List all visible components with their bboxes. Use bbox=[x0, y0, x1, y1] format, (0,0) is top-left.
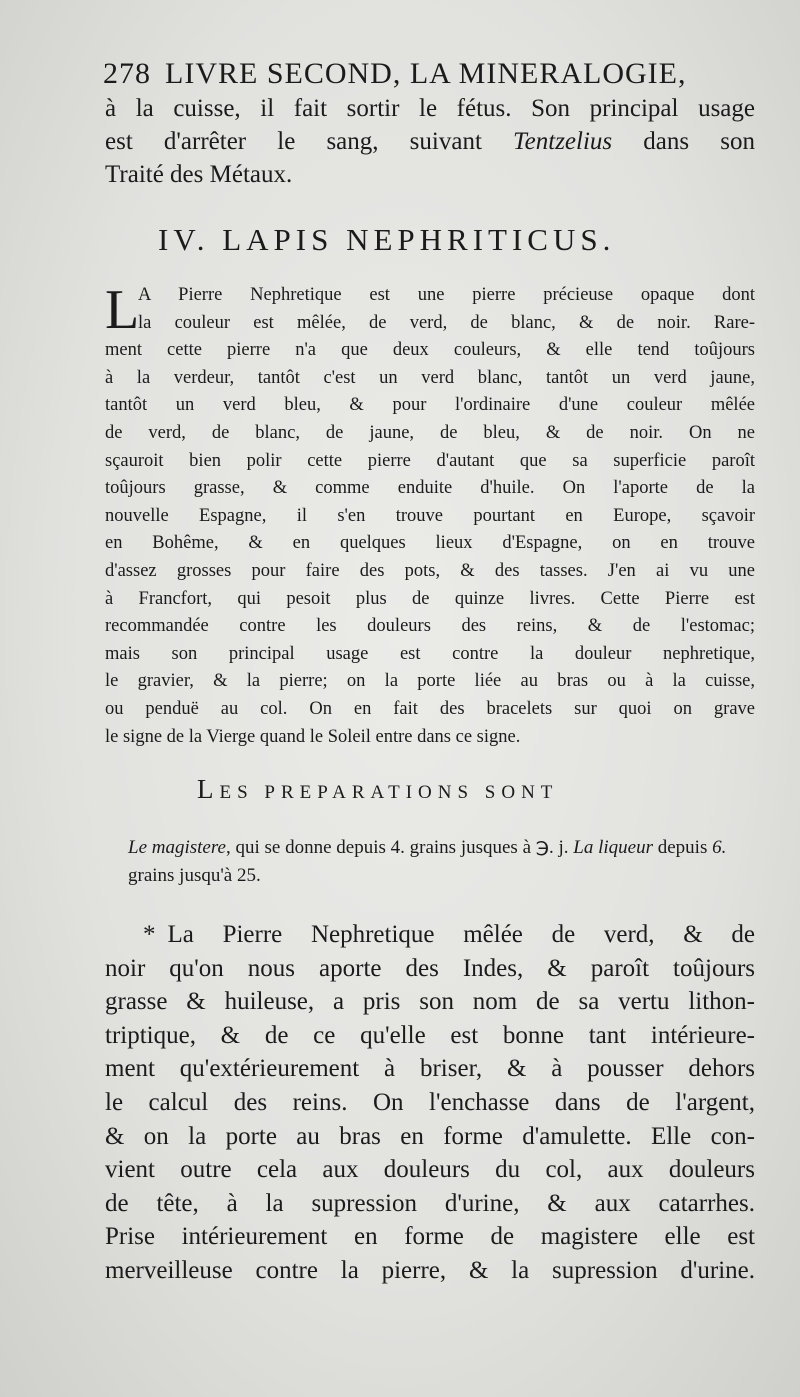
paragraph-indes bbox=[105, 918, 755, 1288]
text-line: recommandée contre les douleurs des reins, & de l'estomac; bbox=[105, 616, 755, 637]
text-run: est d'arrêter le sang, suivant bbox=[105, 128, 514, 155]
prep-item-text: depuis bbox=[653, 837, 713, 858]
intro-text bbox=[105, 92, 755, 191]
text-line: merveilleuse contre la pierre, & la supression d'urine. bbox=[105, 1256, 755, 1284]
text-line: toûjours grasse, & comme enduite d'huile. On l'aporte de la bbox=[105, 478, 755, 499]
text-line: la couleur est mêlée, de verd, de blanc, & de noir. Rare- bbox=[138, 312, 755, 333]
heading-capital: L bbox=[197, 774, 220, 804]
running-header bbox=[103, 56, 703, 92]
text-line: en Bohême, & en quelques lieux d'Espagne, on en trouve bbox=[105, 533, 755, 554]
text-line: de verd, de blanc, de jaune, de bleu, & de noir. On ne bbox=[105, 422, 755, 443]
text-line: ment cette pierre n'a que deux couleurs, & elle tend toûjours bbox=[105, 340, 755, 361]
text-run: dans son bbox=[612, 128, 755, 155]
text-line: grasse & huileuse, a pris son nom de sa vertu lithon- bbox=[105, 988, 755, 1016]
text-line: d'assez grosses pour faire des pots, & des tasses. J'en ai vu une bbox=[105, 560, 755, 581]
text-line: mais son principal usage est contre la douleur nephretique, bbox=[105, 643, 755, 664]
text-line: nouvelle Espagne, il s'en trouve pourtant en Europe, sçavoir bbox=[105, 505, 755, 526]
text-line: de tête, à la supression d'urine, & aux catarrhes. bbox=[105, 1189, 755, 1217]
text-line: à la verdeur, tantôt c'est un verd blanc, tantôt un verd jaune, bbox=[105, 367, 755, 388]
text-line: le gravier, & la pierre; on la porte liée au bras ou à la cuisse, bbox=[105, 671, 755, 692]
prep-item-name: La liqueur bbox=[573, 837, 653, 858]
prep-item-text: , qui se donne depuis 4. grains jusques à ℈. j. bbox=[225, 837, 574, 858]
text-line: le calcul des reins. On l'enchasse dans de l'argent, bbox=[105, 1088, 755, 1116]
page-number: 278 bbox=[103, 57, 151, 90]
text-line: vient outre cela aux douleurs du col, aux douleurs bbox=[105, 1156, 755, 1184]
text-line: le signe de la Vierge quand le Soleil entre dans ce signe. bbox=[105, 726, 521, 747]
text-line: A Pierre Nephretique est une pierre précieuse opaque dont bbox=[138, 285, 755, 305]
preparations-text bbox=[128, 834, 755, 890]
running-title: LIVRE SECOND, LA MINERALOGIE, bbox=[165, 57, 687, 90]
text-line: & on la porte au bras en forme d'amulette. Elle con- bbox=[105, 1122, 755, 1150]
asterisk-mark: * bbox=[143, 921, 156, 948]
text-line: Prise intérieurement en forme de magistere elle est bbox=[105, 1223, 755, 1251]
section-heading: IV. LAPIS NEPHRITICUS. bbox=[158, 222, 616, 257]
text-line: à Francfort, qui pesoit plus de quinze livres. Cette Pierre est bbox=[105, 588, 755, 609]
text-line: noir qu'on nous aporte des Indes, & paroît toûjours bbox=[105, 954, 755, 982]
drop-cap: L bbox=[105, 279, 140, 341]
paragraph-nephretique bbox=[105, 279, 755, 751]
heading-rest: ES PREPARATIONS SONT bbox=[219, 782, 559, 803]
text-line: Traité des Métaux. bbox=[105, 161, 293, 188]
text-line: triptique, & de ce qu'elle est bonne tant intérieure- bbox=[105, 1021, 755, 1049]
text-line: ou penduë au col. On en fait des bracelets sur quoi on grave bbox=[105, 698, 755, 719]
preparations-heading bbox=[197, 775, 667, 807]
text-line: tantôt un verd bleu, & pour l'ordinaire d'une couleur mêlée bbox=[105, 395, 755, 416]
author-name: Tentzelius bbox=[513, 128, 613, 155]
text-line: à la cuisse, il fait sortir le fétus. Son principal usage bbox=[105, 95, 755, 122]
prep-item-text: grains jusqu'à 25. bbox=[128, 865, 261, 886]
prep-item-number: 6. bbox=[712, 837, 727, 858]
prep-item-name: Le magistere bbox=[128, 837, 226, 858]
text-line bbox=[105, 125, 755, 158]
text-line: sçauroit bien polir cette pierre d'autant que sa superficie paroît bbox=[105, 450, 755, 471]
text-line bbox=[105, 918, 755, 952]
text-line: ment qu'extérieurement à briser, & à pousser dehors bbox=[105, 1055, 755, 1083]
text-run: La Pierre Nephretique mêlée de verd, & de bbox=[167, 921, 755, 948]
